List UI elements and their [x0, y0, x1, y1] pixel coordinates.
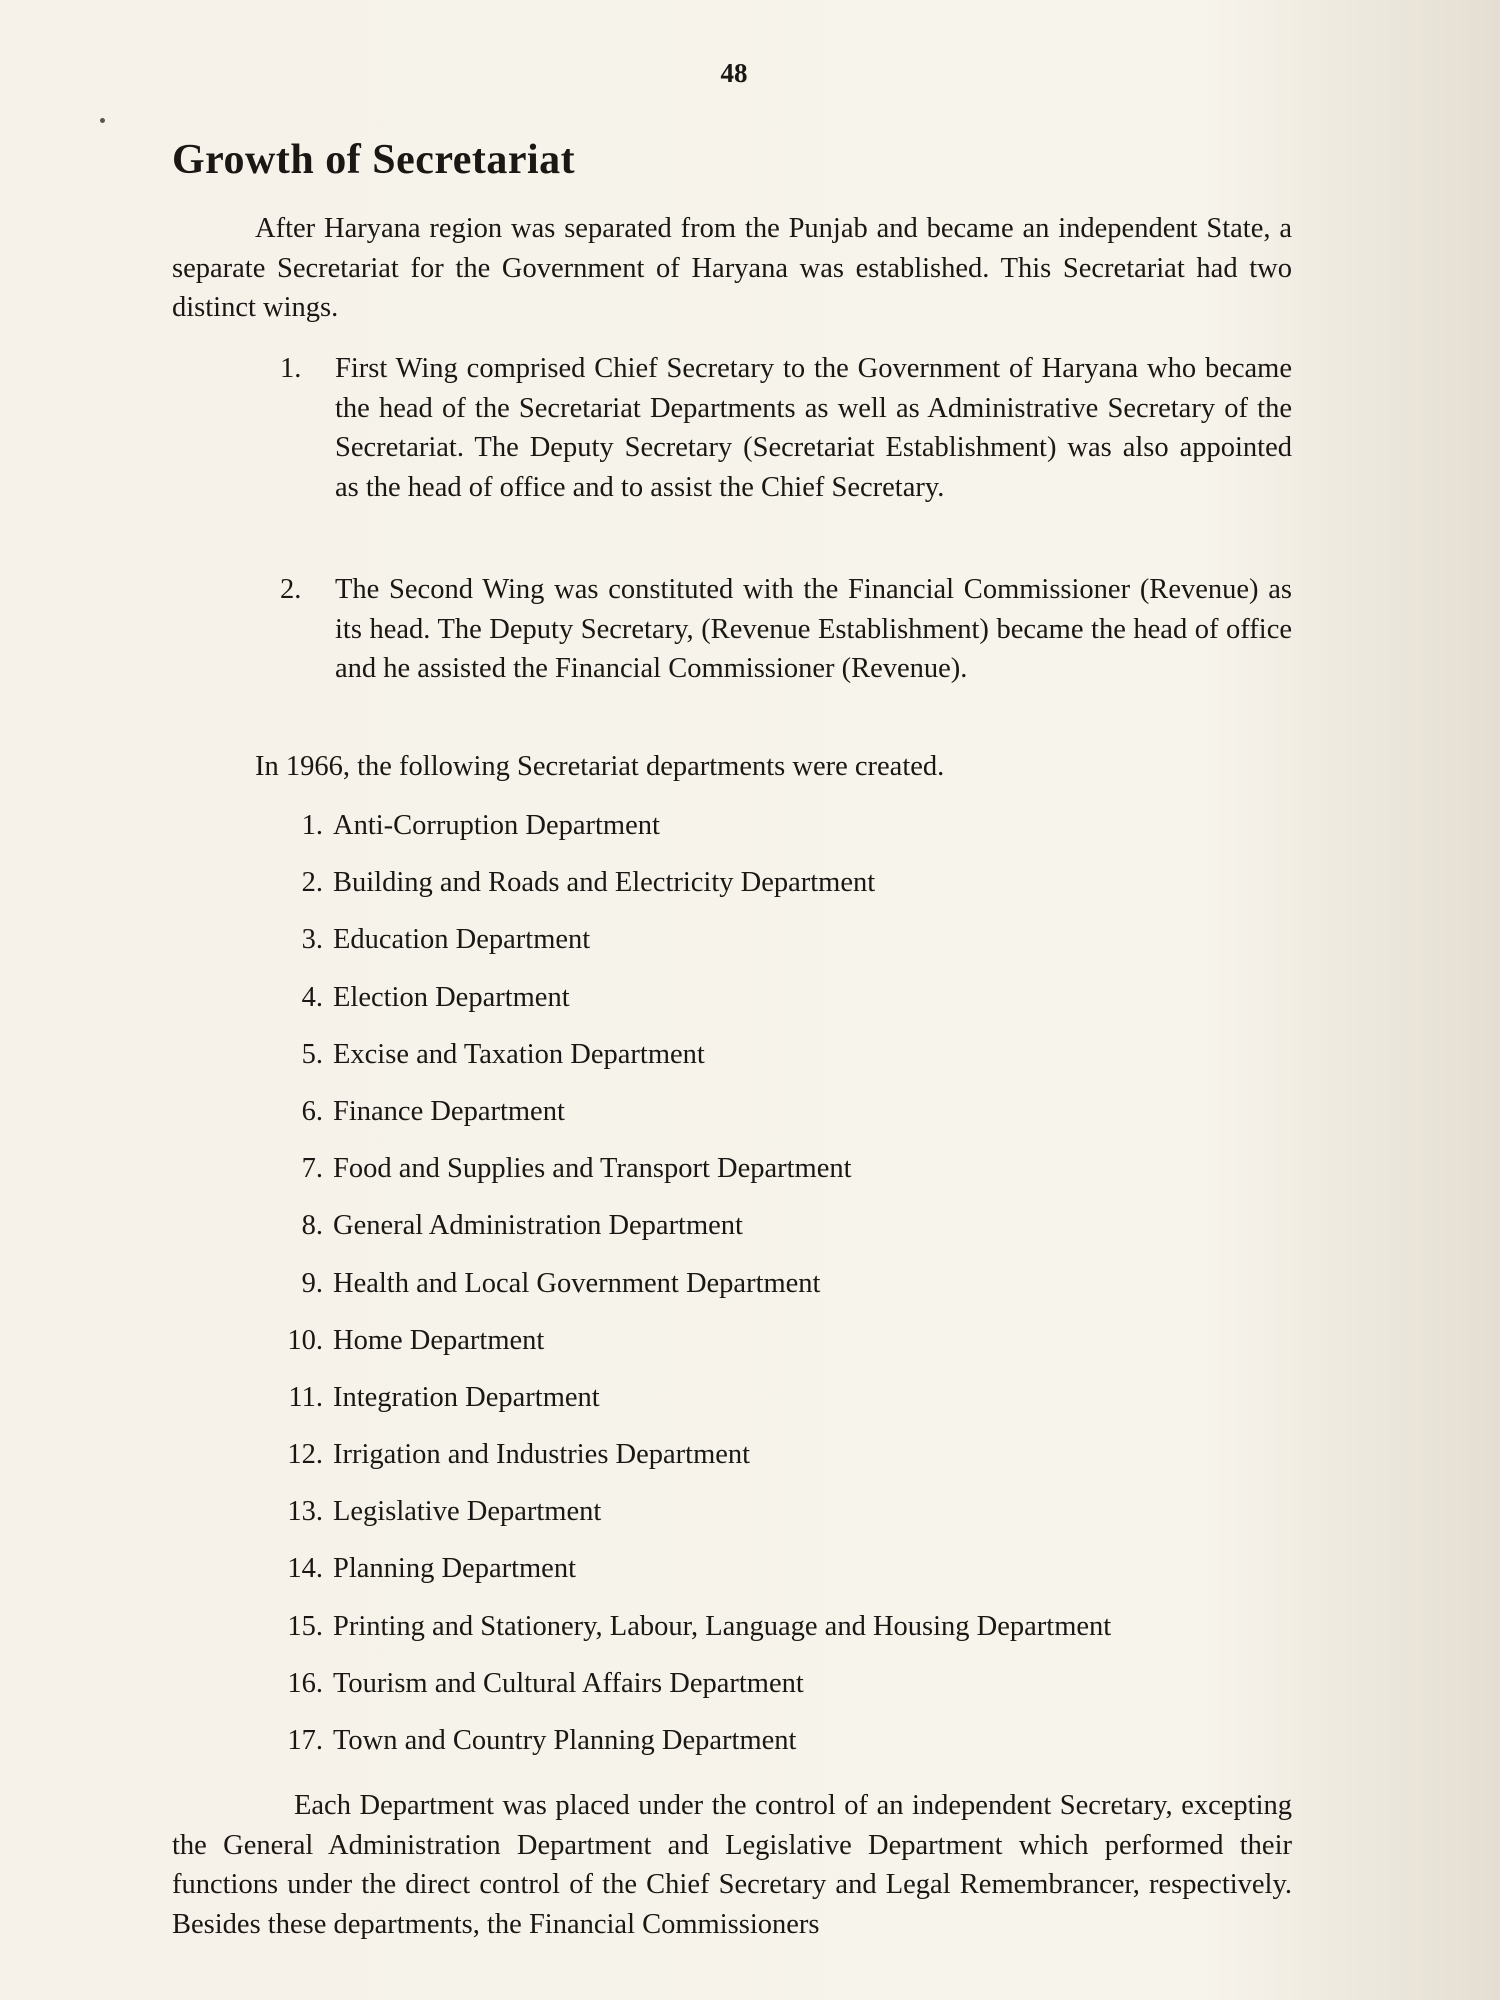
- department-number: 13.: [287, 1496, 323, 1528]
- department-item: [255, 1094, 1295, 1151]
- department-item: [255, 1037, 1295, 1094]
- department-number: 15.: [287, 1610, 323, 1642]
- wing-item: [280, 349, 1292, 507]
- department-label: Irrigation and Industries Department: [333, 1439, 751, 1471]
- scan-speck: [100, 118, 105, 123]
- department-item: [255, 1208, 1295, 1265]
- department-item: [255, 1551, 1295, 1608]
- department-label: Health and Local Government Department: [333, 1267, 821, 1299]
- department-item: [255, 808, 1295, 865]
- wing-item: [280, 570, 1292, 689]
- department-number: 8.: [301, 1210, 323, 1242]
- department-item: [255, 1609, 1295, 1666]
- department-label: Building and Roads and Electricity Department: [333, 867, 876, 899]
- department-label: Anti-Corruption Department: [333, 810, 660, 841]
- department-number: 11.: [288, 1381, 323, 1413]
- department-number: 9.: [301, 1267, 323, 1299]
- department-label: Food and Supplies and Transport Department: [333, 1153, 852, 1185]
- department-item: [255, 865, 1295, 922]
- department-label: Planning Department: [333, 1553, 576, 1585]
- department-item: [255, 1437, 1295, 1494]
- department-label: Election Department: [333, 981, 570, 1013]
- department-number: 14.: [287, 1553, 323, 1585]
- department-label: Tourism and Cultural Affairs Department: [333, 1667, 804, 1699]
- department-label: Home Department: [333, 1324, 545, 1356]
- department-number: 12.: [287, 1439, 323, 1471]
- department-number: 4.: [301, 981, 323, 1013]
- department-number: 17.: [287, 1725, 323, 1756]
- wing-text: First Wing comprised Chief Secretary to the Government of Haryana who became the head of the Secretariat Departments as well as Administrative Secretary of the Secretariat. The Deputy Secretary (Secretariat Establishment) was also appointed as the head of office and to assist the Chief Secretary.: [335, 353, 1292, 503]
- wing-number: 2.: [280, 574, 302, 605]
- wing-text: The Second Wing was constituted with the Financial Commissioner (Revenue) as its head. The Deputy Secretary, (Revenue Establishment) became the head of office and he assisted the Financial Commissioner (Revenue).: [335, 574, 1292, 684]
- department-number: 10.: [287, 1324, 323, 1356]
- department-label: Education Department: [333, 924, 591, 956]
- department-item: [255, 1323, 1295, 1380]
- department-label: Finance Department: [333, 1095, 565, 1127]
- department-label: Excise and Taxation Department: [333, 1038, 705, 1070]
- wing-number: 1.: [280, 353, 302, 384]
- department-number: 5.: [301, 1038, 323, 1070]
- page-number: 48: [720, 58, 748, 88]
- closing-paragraph: Each Department was placed under the control of an independent Secretary, excepting the General Administration Department and Legislative Department which performed their functions under the direct control of the Chief Secretary and Legal Remembrancer, respectively. Besides these departments, the Financial Commissioners: [172, 1790, 1292, 1940]
- department-item: [255, 1723, 1295, 1780]
- department-label: Integration Department: [333, 1381, 600, 1413]
- department-item: [255, 1151, 1295, 1208]
- department-label: Legislative Department: [333, 1496, 602, 1528]
- department-number: 2.: [301, 867, 323, 899]
- department-number: 6.: [301, 1095, 323, 1127]
- intro-paragraph: After Haryana region was separated from the Punjab and became an independent State, a separate Secretariat for the Government of Haryana was established. This Secretariat had two distinct wings.: [172, 213, 1292, 323]
- department-item: [255, 980, 1295, 1037]
- department-item: [255, 922, 1295, 979]
- department-item: [255, 1494, 1295, 1551]
- section-title: Growth of Secretariat: [172, 137, 576, 183]
- department-number: 7.: [301, 1153, 323, 1185]
- department-label: General Administration Department: [333, 1210, 743, 1242]
- department-label: Printing and Stationery, Labour, Language and Housing Department: [333, 1610, 1112, 1642]
- department-number: 16.: [287, 1667, 323, 1699]
- department-item: [255, 1380, 1295, 1437]
- department-list: [255, 808, 1295, 1780]
- department-number: 1.: [301, 810, 323, 841]
- department-item: [255, 1266, 1295, 1323]
- department-item: [255, 1666, 1295, 1723]
- departments-intro: In 1966, the following Secretariat departments were created.: [255, 751, 945, 782]
- department-label: Town and Country Planning Department: [333, 1725, 797, 1756]
- department-number: 3.: [301, 924, 323, 956]
